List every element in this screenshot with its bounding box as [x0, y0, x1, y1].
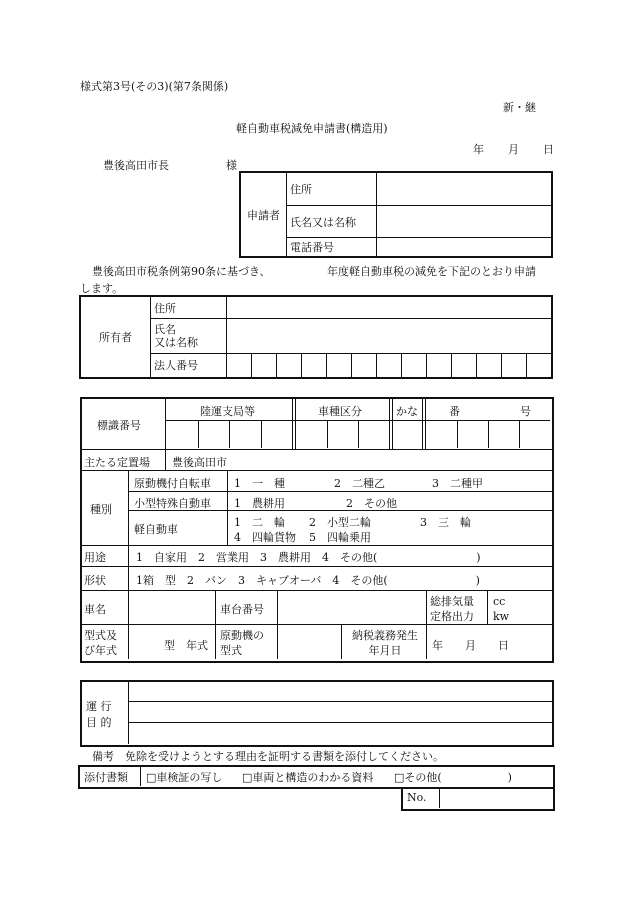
purpose-label: 運 行 目 的 — [86, 700, 112, 729]
applicant-address-label: 住所 — [287, 173, 377, 206]
car-name-label: 車名 — [84, 603, 106, 616]
applicant-label: 申請者 — [241, 173, 287, 257]
plate-header-kana: かな — [396, 405, 418, 418]
owner-table — [80, 296, 552, 378]
intro-text-line2: します。 — [80, 282, 124, 295]
tax-date-label: 納税義務発生 年月日 — [352, 629, 418, 657]
model-label: 型式及 び年式 — [84, 629, 117, 657]
applicant-name-field[interactable] — [377, 206, 552, 238]
honorific: 様 — [226, 159, 237, 172]
corp-no-digit[interactable] — [527, 353, 552, 377]
remarks: 備考 免除を受けようとする理由を証明する書類を添付してください。 — [92, 750, 444, 763]
owner-label: 所有者 — [81, 297, 151, 378]
attach-other[interactable]: □その他( ) — [394, 771, 512, 784]
type-moped: 原動機付自転車 — [134, 477, 211, 490]
applicant-phone-field[interactable] — [377, 238, 552, 257]
attachments-label: 添付書類 — [84, 771, 128, 784]
corp-no-digit[interactable] — [277, 353, 302, 377]
owner-address-label: 住所 — [151, 297, 227, 319]
displacement-units: cc kw — [493, 595, 510, 623]
corp-no-digit[interactable] — [477, 353, 502, 377]
use-label: 用途 — [84, 551, 106, 564]
plate-header-ban: 番 — [449, 405, 460, 418]
owner-corp-no-label: 法人番号 — [151, 353, 227, 377]
form-number: 様式第3号(その3)(第7条関係) — [80, 80, 229, 93]
engine-model-label: 原動機の 型式 — [220, 629, 264, 657]
purpose-section — [80, 680, 554, 747]
type-moped-opt2: 2 二種乙 — [334, 477, 385, 490]
corp-no-digit[interactable] — [402, 353, 427, 377]
corp-no-digit[interactable] — [352, 353, 377, 377]
applicant-address-field[interactable] — [377, 173, 552, 206]
date-year: 年 — [473, 143, 484, 156]
plate-label: 標識番号 — [97, 419, 141, 432]
displacement-label: 総排気量 定格出力 — [430, 595, 474, 623]
applicant-table — [240, 172, 552, 257]
chassis-label: 車台番号 — [220, 603, 264, 616]
addressee: 豊後高田市長 — [103, 159, 169, 172]
type-kei-opt3: 3 三 輪 — [420, 516, 471, 529]
owner-name-field[interactable] — [227, 319, 552, 353]
owner-address-field[interactable] — [227, 297, 552, 319]
plate-header-go: 号 — [520, 405, 531, 418]
corp-no-digit[interactable] — [327, 353, 352, 377]
purpose-line-2[interactable] — [128, 722, 552, 723]
location-value: 豊後高田市 — [172, 456, 227, 469]
plate-header-office: 陸運支局等 — [200, 405, 255, 418]
corp-no-digit[interactable] — [452, 353, 477, 377]
type-moped-opt3: 3 二種甲 — [432, 477, 483, 490]
corp-no-digit[interactable] — [252, 353, 277, 377]
plate-header-class: 車種区分 — [318, 405, 362, 418]
type-kei-opt2: 2 小型二輪 — [309, 516, 371, 529]
corp-no-digit[interactable] — [377, 353, 402, 377]
shape-value: 1箱 型 2 バン 3 キャブオーバ 4 その他( ) — [136, 574, 480, 587]
type-moped-opt1: 1 一 種 — [234, 477, 285, 490]
type-kei-opt1: 1 二 輪 — [234, 516, 285, 529]
attach-vehicle-cert[interactable]: □車検証の写し — [146, 771, 223, 784]
type-special-opt2: 2 その他 — [346, 497, 397, 510]
tax-date-value: 年 月 日 — [432, 639, 509, 652]
type-special: 小型特殊自動車 — [134, 497, 211, 510]
corp-no-digit[interactable] — [302, 353, 327, 377]
form-title: 軽自動車税減免申請書(構造用) — [236, 122, 388, 135]
type-kei: 軽自動車 — [134, 523, 178, 536]
corp-no-digit[interactable] — [427, 353, 452, 377]
applicant-phone-label: 電話番号 — [287, 238, 377, 257]
applicant-name-label: 氏名又は名称 — [287, 206, 377, 238]
date-day: 日 — [543, 143, 554, 156]
type-label: 種別 — [90, 503, 112, 516]
type-kei-opt5: 5 四輪乗用 — [309, 531, 371, 544]
no-label: No. — [407, 791, 427, 804]
location-label: 主たる定置場 — [84, 456, 150, 469]
model-value: 型 年式 — [164, 639, 208, 652]
corp-no-digit[interactable] — [502, 353, 527, 377]
shape-label: 形状 — [84, 574, 106, 587]
type-special-opt1: 1 農耕用 — [234, 497, 285, 510]
corp-no-digit[interactable] — [227, 353, 252, 377]
intro-text-a: 豊後高田市税条例第90条に基づき、 — [92, 265, 271, 278]
purpose-line-1[interactable] — [128, 701, 552, 702]
owner-name-label: 氏名 又は名称 — [151, 319, 227, 353]
type-kei-opt4: 4 四輪貨物 — [234, 531, 296, 544]
intro-text-b: 年度軽自動車税の減免を下記のとおり申請 — [327, 265, 536, 278]
date-month: 月 — [508, 143, 519, 156]
new-continue-label: 新・継 — [503, 101, 536, 114]
attach-structure-docs[interactable]: □車両と構造のわかる資料 — [242, 771, 374, 784]
use-value: 1 自家用 2 営業用 3 農耕用 4 その他( ) — [136, 551, 481, 564]
